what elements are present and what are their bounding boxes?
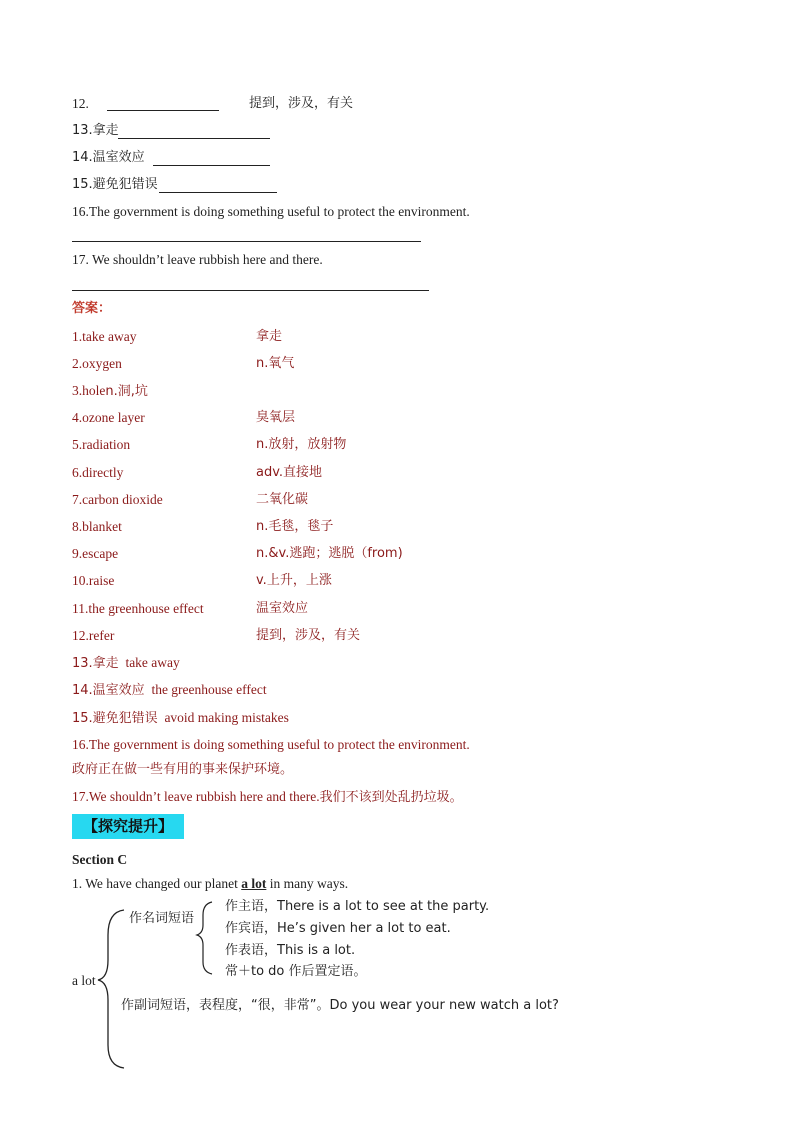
- question-text: 1. We have changed our planet: [72, 876, 242, 891]
- answer-cn: adv.直接地: [256, 465, 323, 480]
- answer-cn: 二氧化碳: [256, 492, 309, 507]
- exercise-13: 13.拿走: [72, 123, 119, 138]
- answer-16-en: 16.The government is doing something useful to protect the environment.: [72, 737, 470, 752]
- exercise-12-prompt: 提到，涉及，有关: [249, 96, 354, 111]
- exercise-16: 16.The government is doing something useful to protect the environment.: [72, 204, 470, 219]
- noun-use-predicative: 作表语，This is a lot.: [225, 943, 356, 958]
- answer-cn: 13.拿走: [72, 656, 119, 671]
- answer-en: 5.radiation: [72, 437, 131, 452]
- answer-en: 4.ozone layer: [72, 410, 145, 425]
- exercise-14: 14.温室效应: [72, 150, 145, 165]
- exercise-number: 12.: [72, 96, 89, 111]
- exercise-17: 17. We shouldn’t leave rubbish here and there.: [72, 252, 323, 267]
- answer-cn: 提到，涉及，有关: [256, 628, 361, 643]
- answer-cn: n.洞,坑: [105, 384, 148, 399]
- answer-en: 8.blanket: [72, 519, 122, 534]
- answer-en: 6.directly: [72, 465, 124, 480]
- answer-en: 11.the greenhouse effect: [72, 601, 204, 616]
- diagram-root: a lot: [72, 973, 96, 988]
- answer-en: 3.hole: [72, 383, 106, 398]
- answer-en: the greenhouse effect: [151, 682, 267, 697]
- section-title: Section C: [72, 852, 128, 867]
- answer-cn: 臭氧层: [256, 410, 296, 425]
- answer-cn: n.氧气: [256, 356, 295, 371]
- answer-en: take away: [125, 655, 180, 670]
- answer-en: 10.raise: [72, 573, 115, 588]
- answer-cn: 15.避免犯错误: [72, 711, 158, 726]
- answer-en: 9.escape: [72, 546, 119, 561]
- answer-cn: 拿走: [256, 329, 283, 344]
- keyword: a lot: [241, 876, 267, 891]
- small-brace: [197, 902, 212, 974]
- big-brace: [98, 910, 124, 1068]
- answer-en: 17.We shouldn’t leave rubbish here and there.: [72, 789, 320, 804]
- exercise-15: 15.避免犯错误: [72, 177, 158, 192]
- answer-cn: n.毛毯，毯子: [256, 519, 334, 534]
- answer-en: avoid making mistakes: [164, 710, 289, 725]
- answer-en: 2.oxygen: [72, 356, 122, 371]
- answers-label: 答案：: [72, 301, 112, 316]
- answer-en: 1.take away: [72, 329, 137, 344]
- adverb-phrase-label: 作副词短语，表程度，“很，非常”。Do you wear your new watch a lot?: [121, 998, 559, 1013]
- answer-cn: 温室效应: [256, 601, 309, 616]
- noun-phrase-label: 作名词短语: [129, 911, 195, 926]
- answer-cn: 14.温室效应: [72, 683, 145, 698]
- answer-cn: n.放射，放射物: [256, 437, 347, 452]
- answer-en: 7.carbon dioxide: [72, 492, 163, 507]
- noun-use-object: 作宾语，He’s given her a lot to eat.: [225, 921, 451, 936]
- answer-cn: n.&v.逃跑；逃脱（from): [256, 546, 403, 561]
- answer-16-cn: 政府正在做一些有用的事来保护环境。: [72, 762, 294, 777]
- answer-cn: 我们不该到处乱扔垃圾。: [319, 790, 463, 805]
- question-text: in many ways.: [266, 876, 349, 891]
- answer-en: 12.refer: [72, 628, 115, 643]
- noun-use-attributive: 常＋to do 作后置定语。: [225, 964, 367, 979]
- explore-heading: 【探究提升】: [72, 814, 184, 839]
- answer-cn: v.上升，上涨: [256, 573, 332, 588]
- noun-use-subject: 作主语，There is a lot to see at the party.: [225, 899, 490, 914]
